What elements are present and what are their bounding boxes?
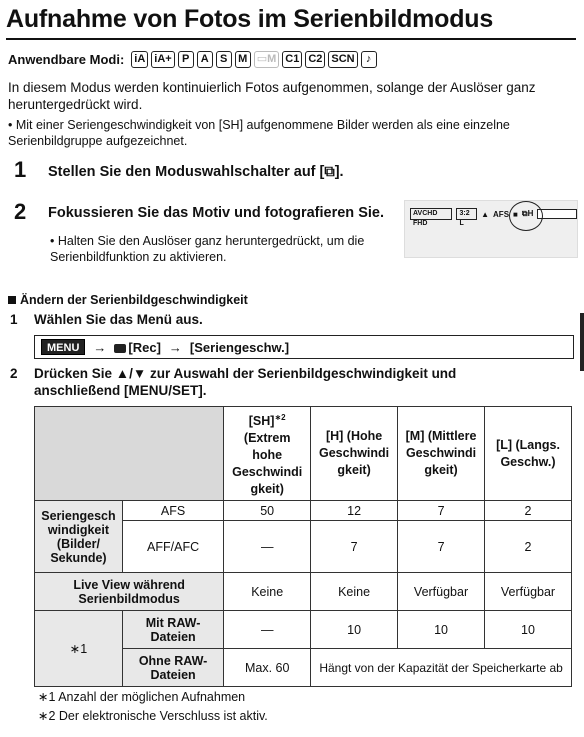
cell: Max. 60 (224, 649, 311, 687)
cell: Keine (311, 573, 398, 611)
applicable-modes (8, 51, 377, 68)
mode-p: P (178, 51, 194, 68)
footnote-1: ∗1 Anzahl der möglichen Aufnahmen (38, 690, 246, 704)
section-heading: Ändern der Serienbildgeschwindigkeit (8, 293, 248, 307)
menu-path (34, 335, 574, 359)
cell: 7 (311, 521, 398, 573)
row-without-raw-sub: Ohne RAW- Dateien (122, 649, 223, 687)
header-blank (35, 407, 224, 501)
sub-step-1-text: Wählen Sie das Menü aus. (34, 312, 203, 327)
mode-creative: ♪ (361, 51, 377, 68)
row-liveview-label: Live View während Serienbildmodus (35, 573, 224, 611)
square-bullet-icon (8, 296, 16, 304)
mode-m: M (235, 51, 251, 68)
mode-ia: iA (131, 51, 148, 68)
step-1-text: Stellen Sie den Moduswahlschalter auf [⧉]. (48, 164, 344, 180)
burst-rate-table (34, 406, 572, 687)
step-2-text: Fokussieren Sie das Motiv und fotografieren Sie. (48, 205, 384, 221)
lcd-af-icon: ■ (513, 209, 518, 219)
mode-c2: C2 (305, 51, 325, 68)
lcd-drive: ⧉H (521, 209, 534, 218)
page-title: Aufnahme von Fotos im Serienbildmodus (6, 5, 576, 40)
modes-label: Anwendbare Modi: (8, 52, 125, 67)
cell: Keine (224, 573, 311, 611)
cell: 12 (311, 501, 398, 521)
cell: Verfügbar (398, 573, 485, 611)
row-afs-sub: AFS (122, 501, 223, 521)
mode-a: A (197, 51, 213, 68)
header-sh: [SH]$^{∗2}$ (Extrem hohe Geschwindi gkeit) (224, 407, 311, 501)
header-l: [L] (Langs. Geschw.) (485, 407, 572, 501)
lcd-quality-icon: ▲ (481, 209, 490, 219)
menu-item-burst-rate: [Seriengeschw.] (189, 339, 290, 355)
mode-scn: SCN (328, 51, 357, 68)
header-h: [H] (Hohe Geschwindi gkeit) (311, 407, 398, 501)
cell: 2 (485, 521, 572, 573)
menu-button-icon: MENU (41, 339, 85, 355)
sub-step-2-number: 2 (10, 366, 18, 381)
mode-movie: ▭M (254, 51, 280, 68)
cell: 7 (398, 501, 485, 521)
cell: Verfügbar (485, 573, 572, 611)
sub-step-2-text: Drücken Sie ▲/▼ zur Auswahl der Serienbildgeschwindigkeit und anschließend [MENU/SET]. (34, 366, 457, 398)
page-edge-marker (580, 313, 584, 371)
arrow-1: → (93, 339, 107, 355)
cell: 7 (398, 521, 485, 573)
cell: 10 (311, 611, 398, 649)
cell-capacity-note: Hängt von der Kapazität der Speicherkarte ab (311, 649, 572, 687)
footnote-2: ∗2 Der elektronische Verschluss ist aktiv. (38, 709, 268, 723)
camera-icon (114, 344, 126, 353)
mode-ia-plus: iA+ (151, 51, 174, 68)
cell: — (224, 521, 311, 573)
step-2-number: 2 (14, 199, 27, 224)
sub-step-1-number: 1 (10, 312, 18, 327)
header-m: [M] (Mittlere Geschwindi gkeit) (398, 407, 485, 501)
lcd-afs: AFS (493, 209, 510, 219)
row-with-raw-sub: Mit RAW- Dateien (122, 611, 223, 649)
intro-bullet: • Mit einer Seriengeschwindigkeit von [SH] aufgenommene Bilder werden als eine einzelne Serienbildgruppe aufgezeichnet. (8, 118, 510, 148)
row-burst-speed-label: Seriengesch windigkeit (Bilder/ Sekunde) (35, 501, 123, 573)
cell: — (224, 611, 311, 649)
intro-text: In diesem Modus werden kontinuierlich Fotos aufgenommen, solange der Auslöser ganz heruntergedrückt wird. (8, 80, 536, 112)
cell: 10 (485, 611, 572, 649)
cell: 2 (485, 501, 572, 521)
camera-lcd-illustration (404, 200, 578, 258)
lcd-highlight-circle (509, 201, 543, 231)
cell: 50 (224, 501, 311, 521)
step-1-number: 1 (14, 157, 27, 182)
arrow-2: → (168, 339, 182, 355)
step-2-bullet: • Halten Sie den Auslöser ganz heruntergedrückt, um die Serienbildfunktion zu aktivieren. (50, 234, 365, 264)
row-footnote1-label: ∗1 (35, 611, 123, 687)
lcd-video-format: AVCHD FHD (410, 208, 452, 220)
lcd-battery-bar (537, 209, 577, 219)
mode-s: S (216, 51, 232, 68)
lcd-aspect: 3:2 L (456, 208, 477, 220)
mode-c1: C1 (282, 51, 302, 68)
cell: 10 (398, 611, 485, 649)
row-aff-sub: AFF/AFC (122, 521, 223, 573)
rec-item: [Rec] (114, 340, 161, 355)
